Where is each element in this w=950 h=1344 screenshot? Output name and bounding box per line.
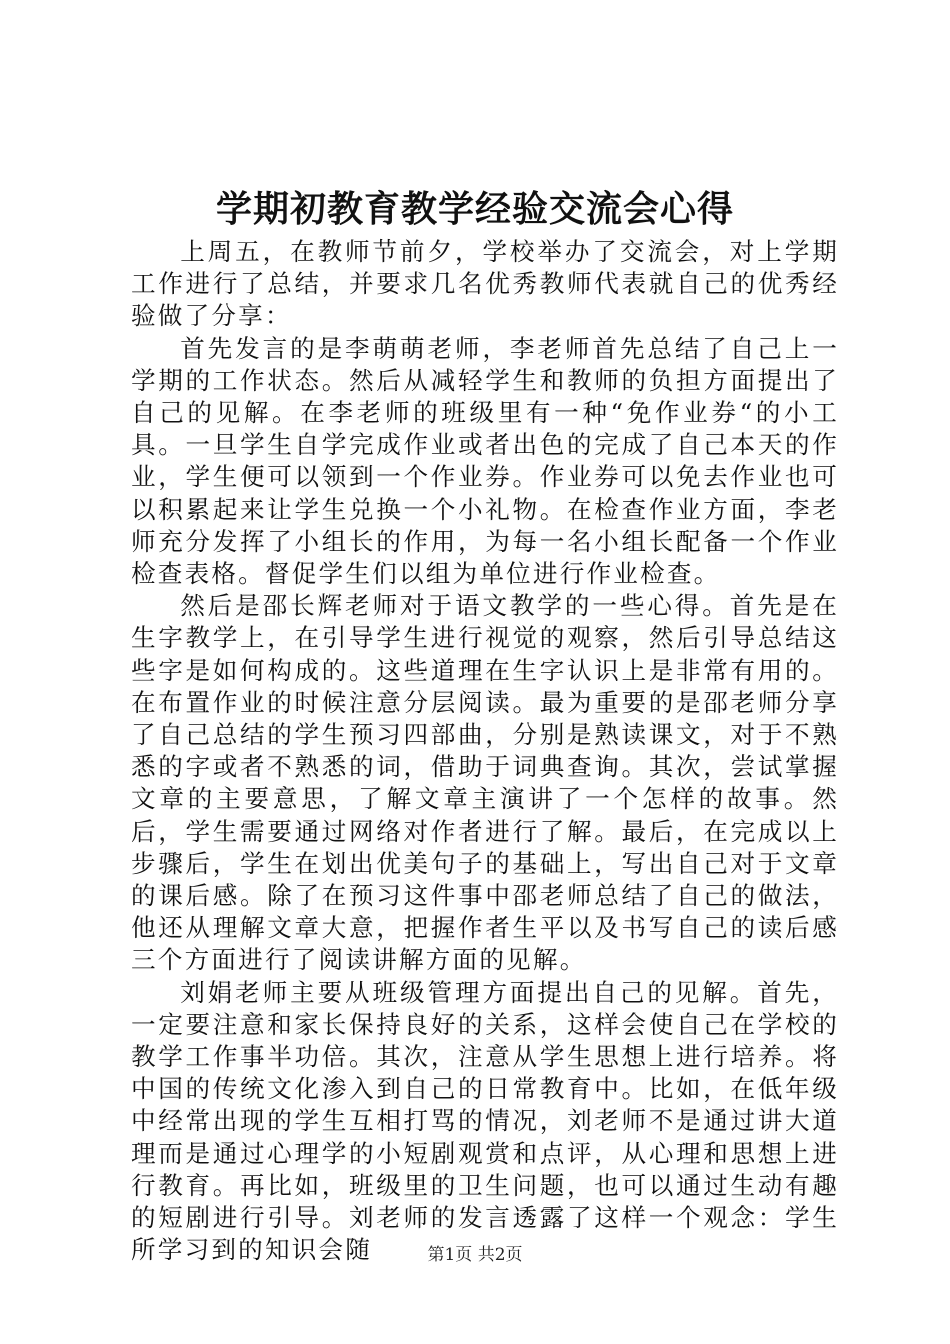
paragraph-intro: 上周五，在教师节前夕，学校举办了交流会，对上学期工作进行了总结，并要求几名优秀教师代表就自己的优秀经验做了分享： xyxy=(131,237,839,331)
document-title: 学期初教育教学经验交流会心得 xyxy=(215,188,734,230)
document-body xyxy=(131,236,839,1267)
paragraph-shao-changhui: 然后是邵长辉老师对于语文教学的一些心得。首先是在生字教学上，在引导学生进行视觉的观察，然后引导总结这些字是如何构成的。这些道理在生字认识上是非常有用的。在布置作业的时候注意分层阅读。最为重要的是邵老师分享了自己总结的学生预习四部曲，分别是熟读课文，对于不熟悉的字或者不熟悉的词，借助于词典查询。其次，尝试掌握文章的主要意思，了解文章主演讲了一个怎样的故事。然后，学生需要通过网络对作者进行了解。最后，在完成以上步骤后，学生在划出优美句子的基础上，写出自己对于文章的课后感。除了在预习这件事中邵老师总结了自己的做法，他还从理解文章大意，把握作者生平以及书写自己的读后感三个方面进行了阅读讲解方面的见解。 xyxy=(131,591,839,975)
paragraph-li-mengmeng: 首先发言的是李萌萌老师，李老师首先总结了自己上一学期的工作状态。然后从减轻学生和教师的负担方面提出了自己的见解。在李老师的班级里有一种“免作业券“的小工具。一旦学生自学完成作业或者出色的完成了自己本天的作业，学生便可以领到一个作业券。作业券可以免去作业也可以积累起来让学生兑换一个小礼物。在检查作业方面，李老师充分发挥了小组长的作用，为每一名小组长配备一个作业检查表格。督促学生们以组为单位进行作业检查。 xyxy=(131,333,839,589)
paragraph-liu-juan: 刘娟老师主要从班级管理方面提出自己的见解。首先，一定要注意和家长保持良好的关系，这样会使自己在学校的教学工作事半功倍。其次，注意从学生思想上进行培养。将中国的传统文化渗入到自己的日常教育中。比如，在低年级中经常出现的学生互相打骂的情况，刘老师不是通过讲大道理而是通过心理学的小短剧观赏和点评，从心理和思想上进行教育。再比如，班级里的卫生问题，也可以通过生动有趣的短剧进行引导。刘老师的发言透露了这样一个观念：学生所学习到的知识会随 xyxy=(131,977,839,1265)
page-footer: 第1页 共2页 xyxy=(427,1245,523,1265)
